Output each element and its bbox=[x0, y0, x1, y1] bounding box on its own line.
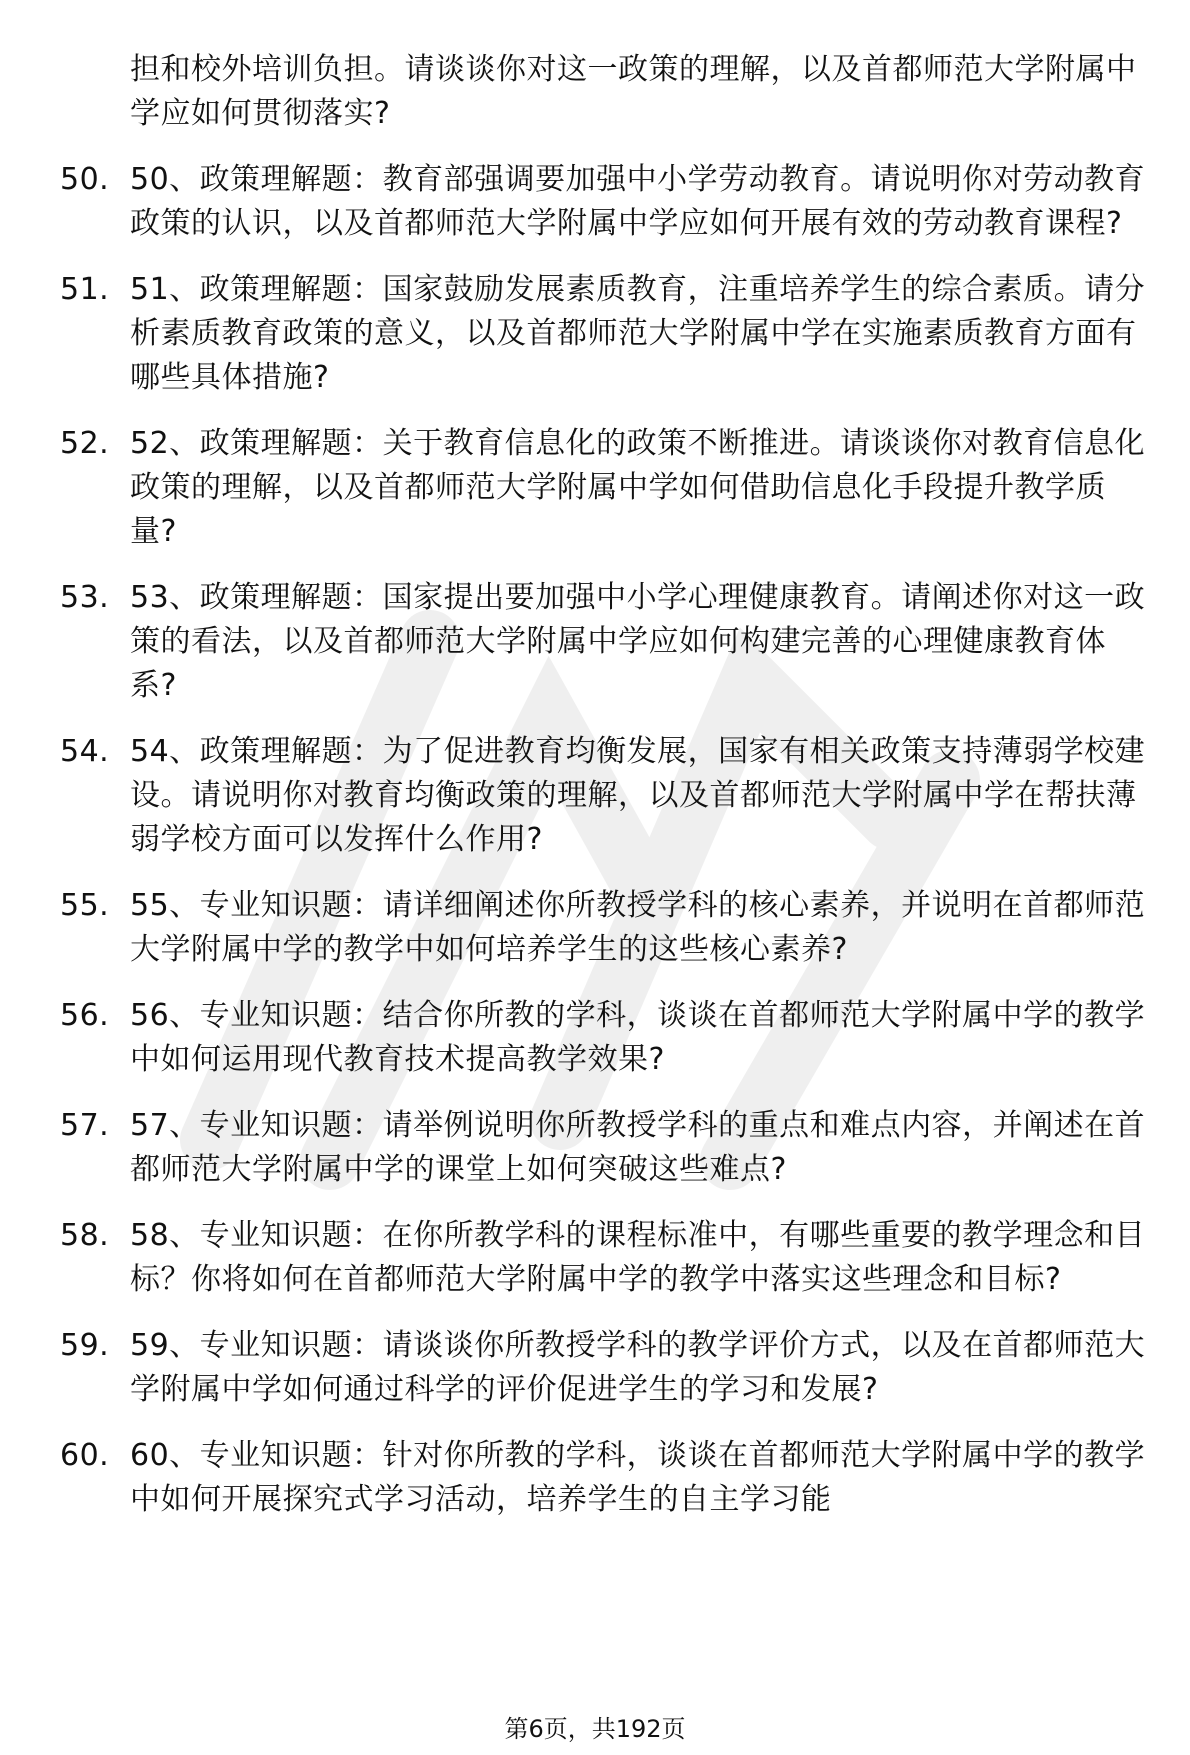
question-content bbox=[60, 48, 1150, 1544]
question-text: 52、政策理解题：关于教育信息化的政策不断推进。请谈谈你对教育信息化政策的理解，以及首都师范大学附属中学如何借助信息化手段提升教学质量? bbox=[130, 426, 1146, 549]
question-text: 53、政策理解题：国家提出要加强中小学心理健康教育。请阐述你对这一政策的看法，以及首都师范大学附属中学应如何构建完善的心理健康教育体系? bbox=[130, 580, 1146, 703]
question-item bbox=[60, 1324, 1150, 1412]
question-item bbox=[60, 422, 1150, 554]
question-number: 58. bbox=[60, 1218, 110, 1253]
question-text: 57、专业知识题：请举例说明你所教授学科的重点和难点内容，并阐述在首都师范大学附属中学的课堂上如何突破这些难点? bbox=[130, 1108, 1146, 1187]
question-text: 60、专业知识题：针对你所教的学科，谈谈在首都师范大学附属中学的教学中如何开展探究式学习活动，培养学生的自主学习能 bbox=[130, 1438, 1146, 1517]
question-number: 51. bbox=[60, 272, 110, 307]
question-item bbox=[60, 268, 1150, 400]
question-text: 51、政策理解题：国家鼓励发展素质教育，注重培养学生的综合素质。请分析素质教育政策的意义，以及首都师范大学附属中学在实施素质教育方面有哪些具体措施? bbox=[130, 272, 1146, 395]
question-text: 56、专业知识题：结合你所教的学科，谈谈在首都师范大学附属中学的教学中如何运用现代教育技术提高教学效果? bbox=[130, 998, 1146, 1077]
question-item bbox=[60, 994, 1150, 1082]
question-number: 57. bbox=[60, 1108, 110, 1143]
question-number: 52. bbox=[60, 426, 110, 461]
question-item bbox=[60, 1214, 1150, 1302]
question-item bbox=[60, 1434, 1150, 1522]
page-number-footer: 第6页，共192页 bbox=[504, 1715, 686, 1743]
question-number: 50. bbox=[60, 162, 110, 197]
question-item bbox=[60, 576, 1150, 708]
question-text: 58、专业知识题：在你所教学科的课程标准中，有哪些重要的教学理念和目标？你将如何在首都师范大学附属中学的教学中落实这些理念和目标? bbox=[130, 1218, 1146, 1297]
question-text: 54、政策理解题：为了促进教育均衡发展，国家有相关政策支持薄弱学校建设。请说明你对教育均衡政策的理解，以及首都师范大学附属中学在帮扶薄弱学校方面可以发挥什么作用? bbox=[130, 734, 1146, 857]
question-number: 59. bbox=[60, 1328, 110, 1363]
question-text: 59、专业知识题：请谈谈你所教授学科的教学评价方式，以及在首都师范大学附属中学如何通过科学的评价促进学生的学习和发展? bbox=[130, 1328, 1146, 1407]
question-number: 53. bbox=[60, 580, 110, 615]
question-list bbox=[60, 158, 1150, 1522]
question-number: 56. bbox=[60, 998, 110, 1033]
question-item bbox=[60, 730, 1150, 862]
question-number: 54. bbox=[60, 734, 110, 769]
question-item bbox=[60, 884, 1150, 972]
question-number: 60. bbox=[60, 1438, 110, 1473]
continued-question-text: 担和校外培训负担。请谈谈你对这一政策的理解，以及首都师范大学附属中学应如何贯彻落实? bbox=[130, 52, 1137, 131]
question-number: 55. bbox=[60, 888, 110, 923]
question-item bbox=[60, 1104, 1150, 1192]
question-item bbox=[60, 158, 1150, 246]
question-text: 55、专业知识题：请详细阐述你所教授学科的核心素养，并说明在首都师范大学附属中学的教学中如何培养学生的这些核心素养? bbox=[130, 888, 1146, 967]
question-text: 50、政策理解题：教育部强调要加强中小学劳动教育。请说明你对劳动教育政策的认识，以及首都师范大学附属中学应如何开展有效的劳动教育课程? bbox=[130, 162, 1146, 241]
